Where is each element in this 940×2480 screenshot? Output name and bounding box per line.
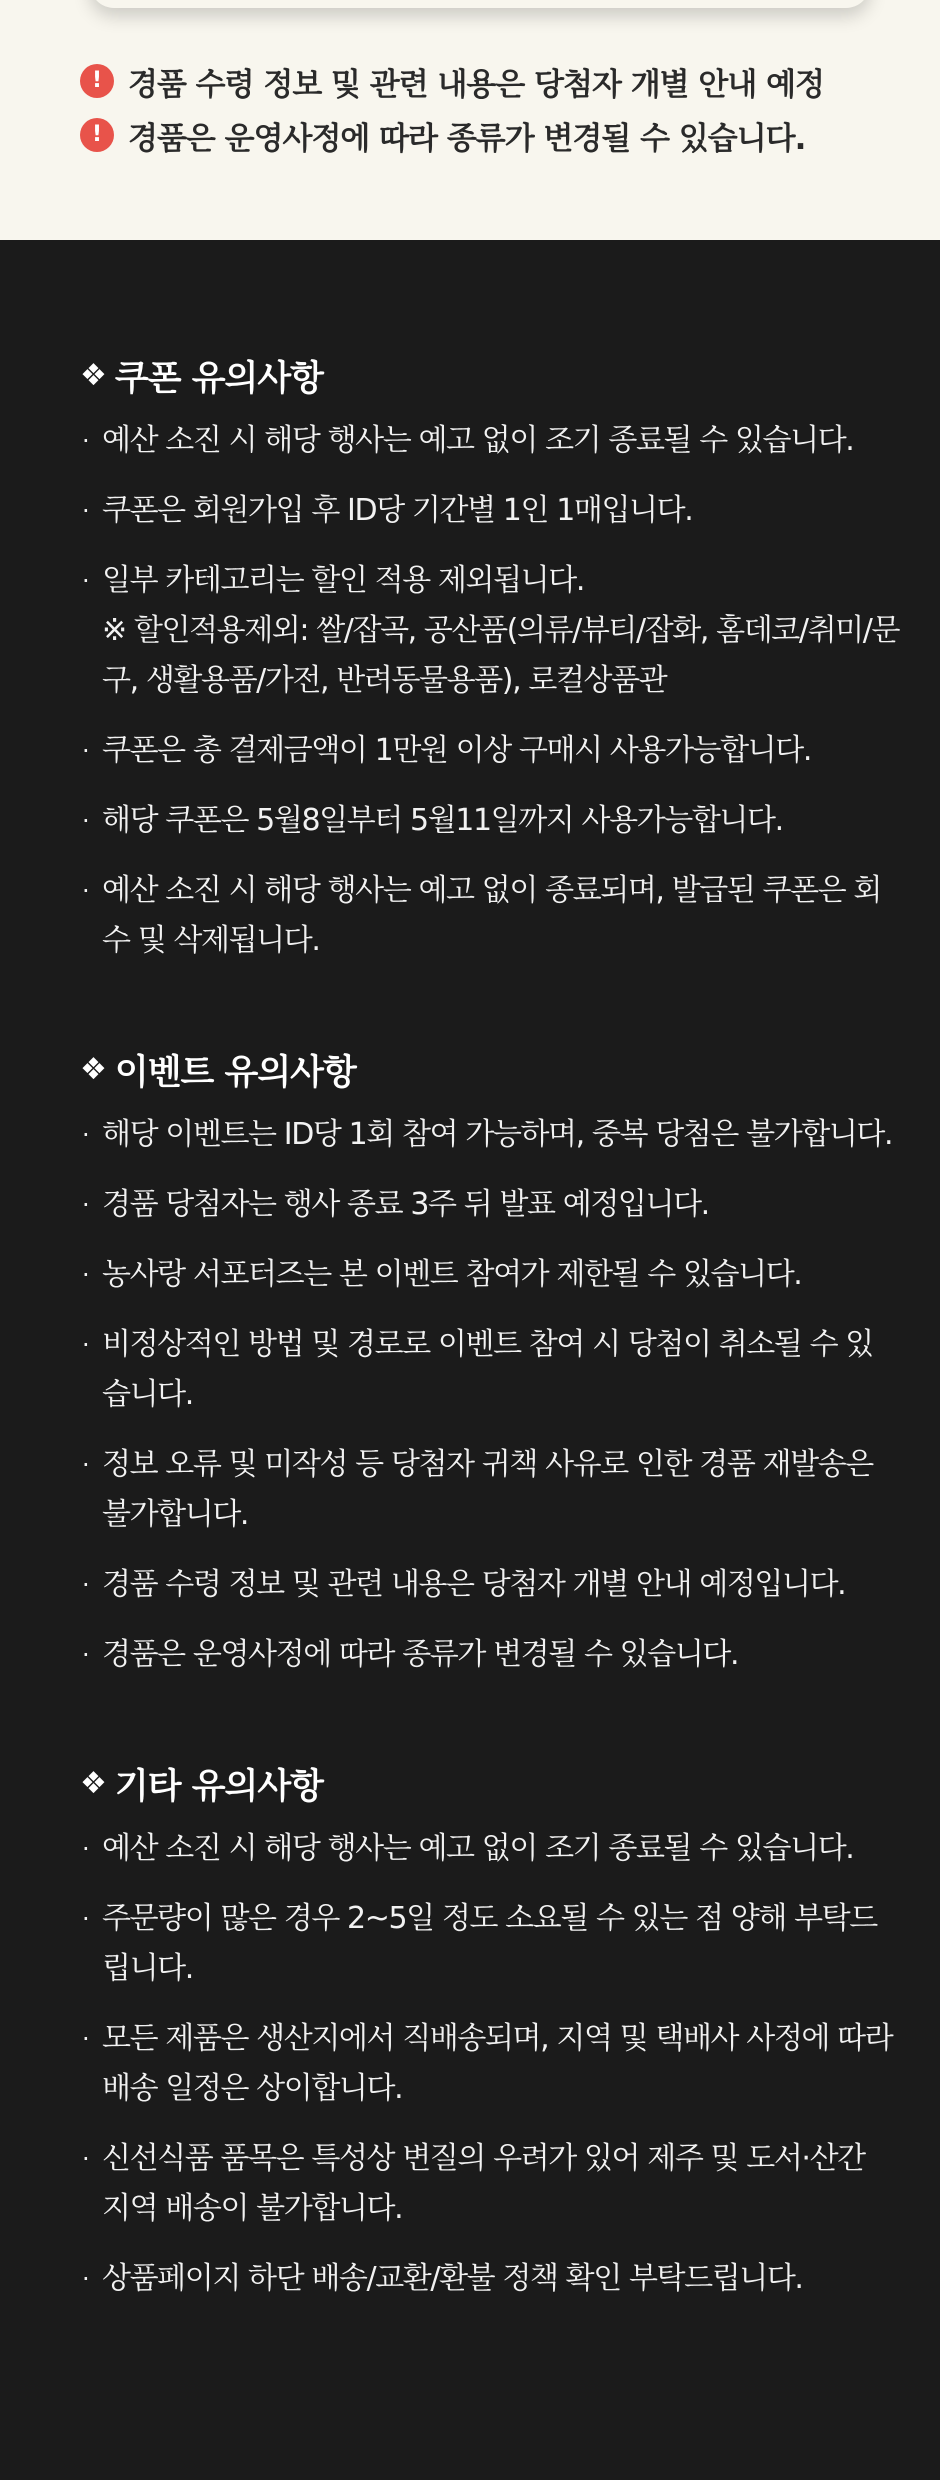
bullet-icon: ·: [82, 1641, 89, 1669]
exclamation-icon: !: [80, 118, 114, 152]
list-item-text: 신선식품 품목은 특성상 변질의 우려가 있어 제주 및 도서·산간 지역 배송이 불가합니다.: [102, 2141, 865, 2226]
top-note-text: 경품 수령 정보 및 관련 내용은 당첨자 개별 안내 예정: [128, 66, 824, 103]
bullet-icon: ·: [82, 567, 89, 595]
top-note: [80, 108, 920, 162]
bullet-icon: ·: [82, 1835, 89, 1863]
list-item-text: 경품 수령 정보 및 관련 내용은 당첨자 개별 안내 예정입니다.: [102, 1567, 846, 1602]
bullet-icon: ·: [82, 1331, 89, 1359]
list-item-text: 상품페이지 하단 배송/교환/환불 정책 확인 부탁드립니다.: [102, 2261, 803, 2296]
list-item: [80, 556, 900, 706]
list-item: [80, 1440, 900, 1540]
bullet-icon: ·: [82, 1905, 89, 1933]
list-item-text: 해당 쿠폰은 5월8일부터 5월11일까지 사용가능합니다.: [102, 803, 783, 838]
bullet-icon: ·: [82, 877, 89, 905]
list-item: [80, 1560, 900, 1610]
list-item: [80, 726, 900, 776]
section-title-text: 이벤트 유의사항: [114, 1053, 356, 1093]
section-title-text: 기타 유의사항: [114, 1767, 323, 1807]
list-item-text: 경품 당첨자는 행사 종료 3주 뒤 발표 예정입니다.: [102, 1187, 709, 1222]
notice-list: [80, 416, 900, 966]
reference-mark-icon: ❖: [80, 1052, 107, 1087]
bullet-icon: ·: [82, 737, 89, 765]
event-notice-section: [80, 1044, 900, 1680]
bullet-icon: ·: [82, 2025, 89, 2053]
exclusion-note: ※ 할인적용제외: 쌀/잡곡, 공산품(의류/뷰티/잡화, 홈데코/취미/문구, 생활용품/가전, 반려동물용품), 로컬상품관: [102, 613, 900, 698]
notice-list: [80, 1110, 900, 1680]
section-title-text: 쿠폰 유의사항: [114, 359, 323, 399]
list-item-text: 예산 소진 시 해당 행사는 예고 없이 조기 종료될 수 있습니다.: [102, 423, 854, 458]
list-item: [80, 1320, 900, 1420]
bullet-icon: ·: [82, 1261, 89, 1289]
list-item: [80, 1824, 900, 1874]
bullet-icon: ·: [82, 1191, 89, 1219]
notice-list: [80, 1824, 900, 2304]
list-item-text: 주문량이 많은 경우 2~5일 정도 소요될 수 있는 점 양해 부탁드립니다.: [102, 1901, 877, 1986]
bullet-icon: ·: [82, 1451, 89, 1479]
list-item: [80, 1110, 900, 1160]
list-item: [80, 416, 900, 466]
section-title: [80, 1758, 900, 1810]
list-item: [80, 1180, 900, 1230]
top-note: [80, 54, 920, 108]
list-item: [80, 486, 900, 536]
top-notice-area: [0, 0, 940, 240]
section-title: [80, 350, 900, 402]
list-item: [80, 1250, 900, 1300]
list-item: [80, 1630, 900, 1680]
bullet-icon: ·: [82, 807, 89, 835]
list-item-text: 정보 오류 및 미작성 등 당첨자 귀책 사유로 인한 경품 재발송은 불가합니다.: [102, 1447, 873, 1532]
list-item-text: 해당 이벤트는 ID당 1회 참여 가능하며, 중복 당첨은 불가합니다.: [102, 1117, 893, 1152]
other-notice-section: [80, 1758, 900, 2304]
list-item-text: 경품은 운영사정에 따라 종류가 변경될 수 있습니다.: [102, 1637, 739, 1672]
list-item-text: 일부 카테고리는 할인 적용 제외됩니다.: [102, 563, 584, 598]
bullet-icon: ·: [82, 1121, 89, 1149]
list-item-text: 쿠폰은 총 결제금액이 1만원 이상 구매시 사용가능합니다.: [102, 733, 811, 768]
list-item-text: 모든 제품은 생산지에서 직배송되며, 지역 및 택배사 사정에 따라 배송 일정은 상이합니다.: [102, 2021, 893, 2106]
list-item-text: 쿠폰은 회원가입 후 ID당 기간별 1인 1매입니다.: [102, 493, 693, 528]
list-item: [80, 1894, 900, 1994]
notices-area: [0, 240, 940, 2304]
section-title: [80, 1044, 900, 1096]
bullet-icon: ·: [82, 1571, 89, 1599]
reference-mark-icon: ❖: [80, 1766, 107, 1801]
card-bottom-edge: [90, 0, 870, 8]
list-item: [80, 796, 900, 846]
bullet-icon: ·: [82, 2265, 89, 2293]
list-item-text: 예산 소진 시 해당 행사는 예고 없이 조기 종료될 수 있습니다.: [102, 1831, 854, 1866]
list-item-text: 비정상적인 방법 및 경로로 이벤트 참여 시 당첨이 취소될 수 있습니다.: [102, 1327, 873, 1412]
reference-mark-icon: ❖: [80, 358, 107, 393]
list-item: [80, 866, 900, 966]
bullet-icon: ·: [82, 497, 89, 525]
list-item-text: 농사랑 서포터즈는 본 이벤트 참여가 제한될 수 있습니다.: [102, 1257, 802, 1292]
exclamation-icon: !: [80, 64, 114, 98]
bullet-icon: ·: [82, 2145, 89, 2173]
top-note-text: 경품은 운영사정에 따라 종류가 변경될 수 있습니다.: [128, 120, 806, 157]
top-notes: [80, 54, 920, 162]
coupon-notice-section: [80, 350, 900, 966]
list-item: [80, 2014, 900, 2114]
bullet-icon: ·: [82, 427, 89, 455]
list-item: [80, 2134, 900, 2234]
list-item: [80, 2254, 900, 2304]
list-item-text: 예산 소진 시 해당 행사는 예고 없이 종료되며, 발급된 쿠폰은 회수 및 삭제됩니다.: [102, 873, 881, 958]
